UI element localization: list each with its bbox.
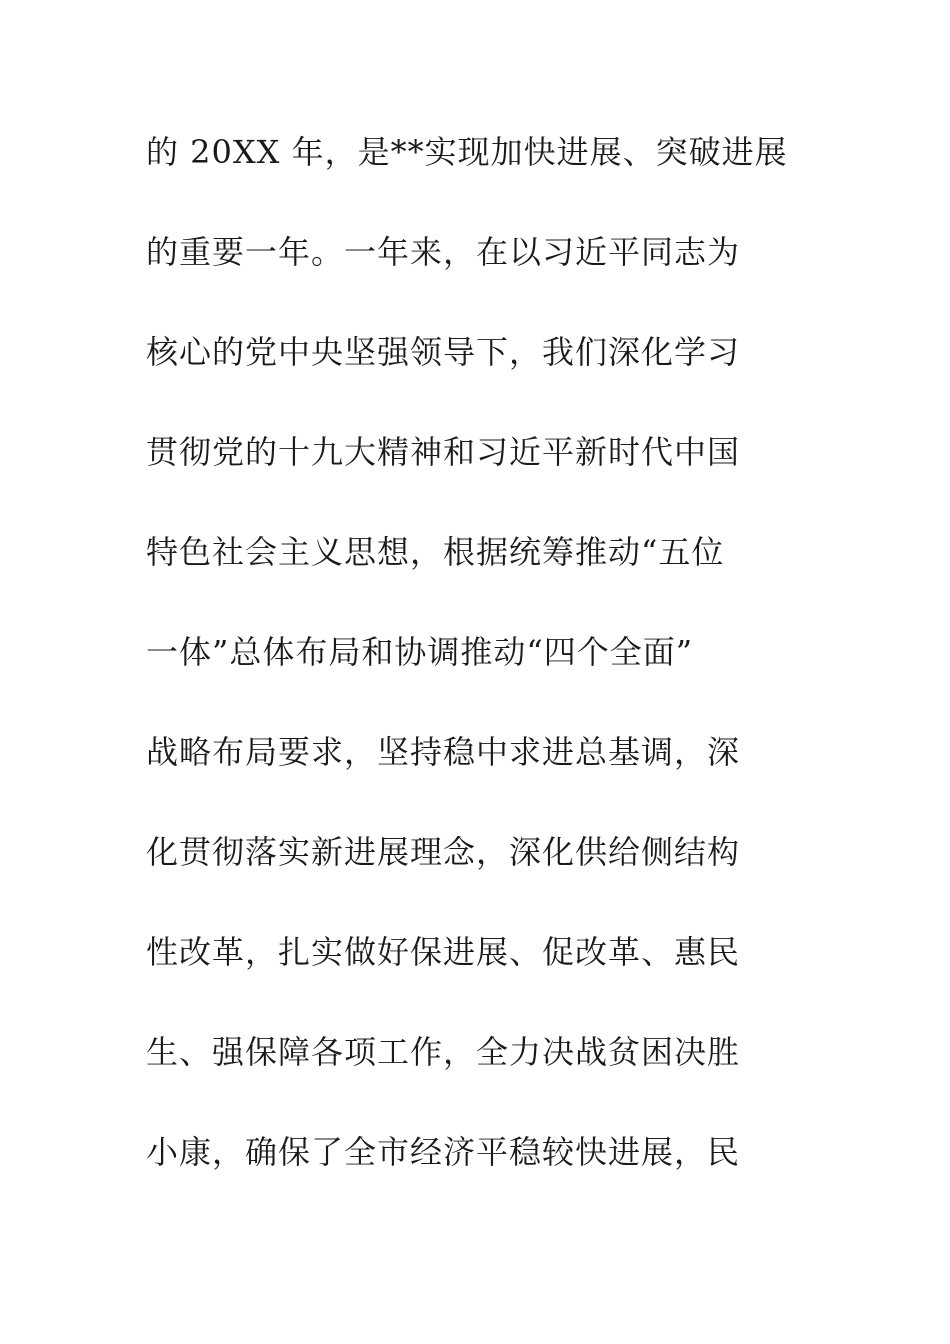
text-line: 小康，确保了全市经济平稳较快进展，民 bbox=[146, 1133, 741, 1171]
text-line: 战略布局要求，坚持稳中求进总基调，深 bbox=[146, 733, 741, 771]
text-line: 化贯彻落实新进展理念，深化供给侧结构 bbox=[146, 833, 741, 871]
body-paragraph bbox=[146, 120, 806, 1220]
text-line: 贯彻党的十九大精神和习近平新时代中国 bbox=[146, 433, 741, 471]
text-line: 一体”总体布局和协调推动“四个全面” bbox=[146, 633, 694, 671]
text-line: 的重要一年。一年来，在以习近平同志为 bbox=[146, 233, 741, 271]
text-line: 生、强保障各项工作，全力决战贫困决胜 bbox=[146, 1033, 741, 1071]
text-line: 核心的党中央坚强领导下，我们深化学习 bbox=[146, 333, 741, 371]
text-line: 性改革，扎实做好保进展、促改革、惠民 bbox=[146, 933, 741, 971]
text-line: 特色社会主义思想，根据统筹推动“五位 bbox=[146, 533, 725, 571]
text-line: 的 20XX 年，是**实现加快进展、突破进展 bbox=[146, 133, 788, 171]
